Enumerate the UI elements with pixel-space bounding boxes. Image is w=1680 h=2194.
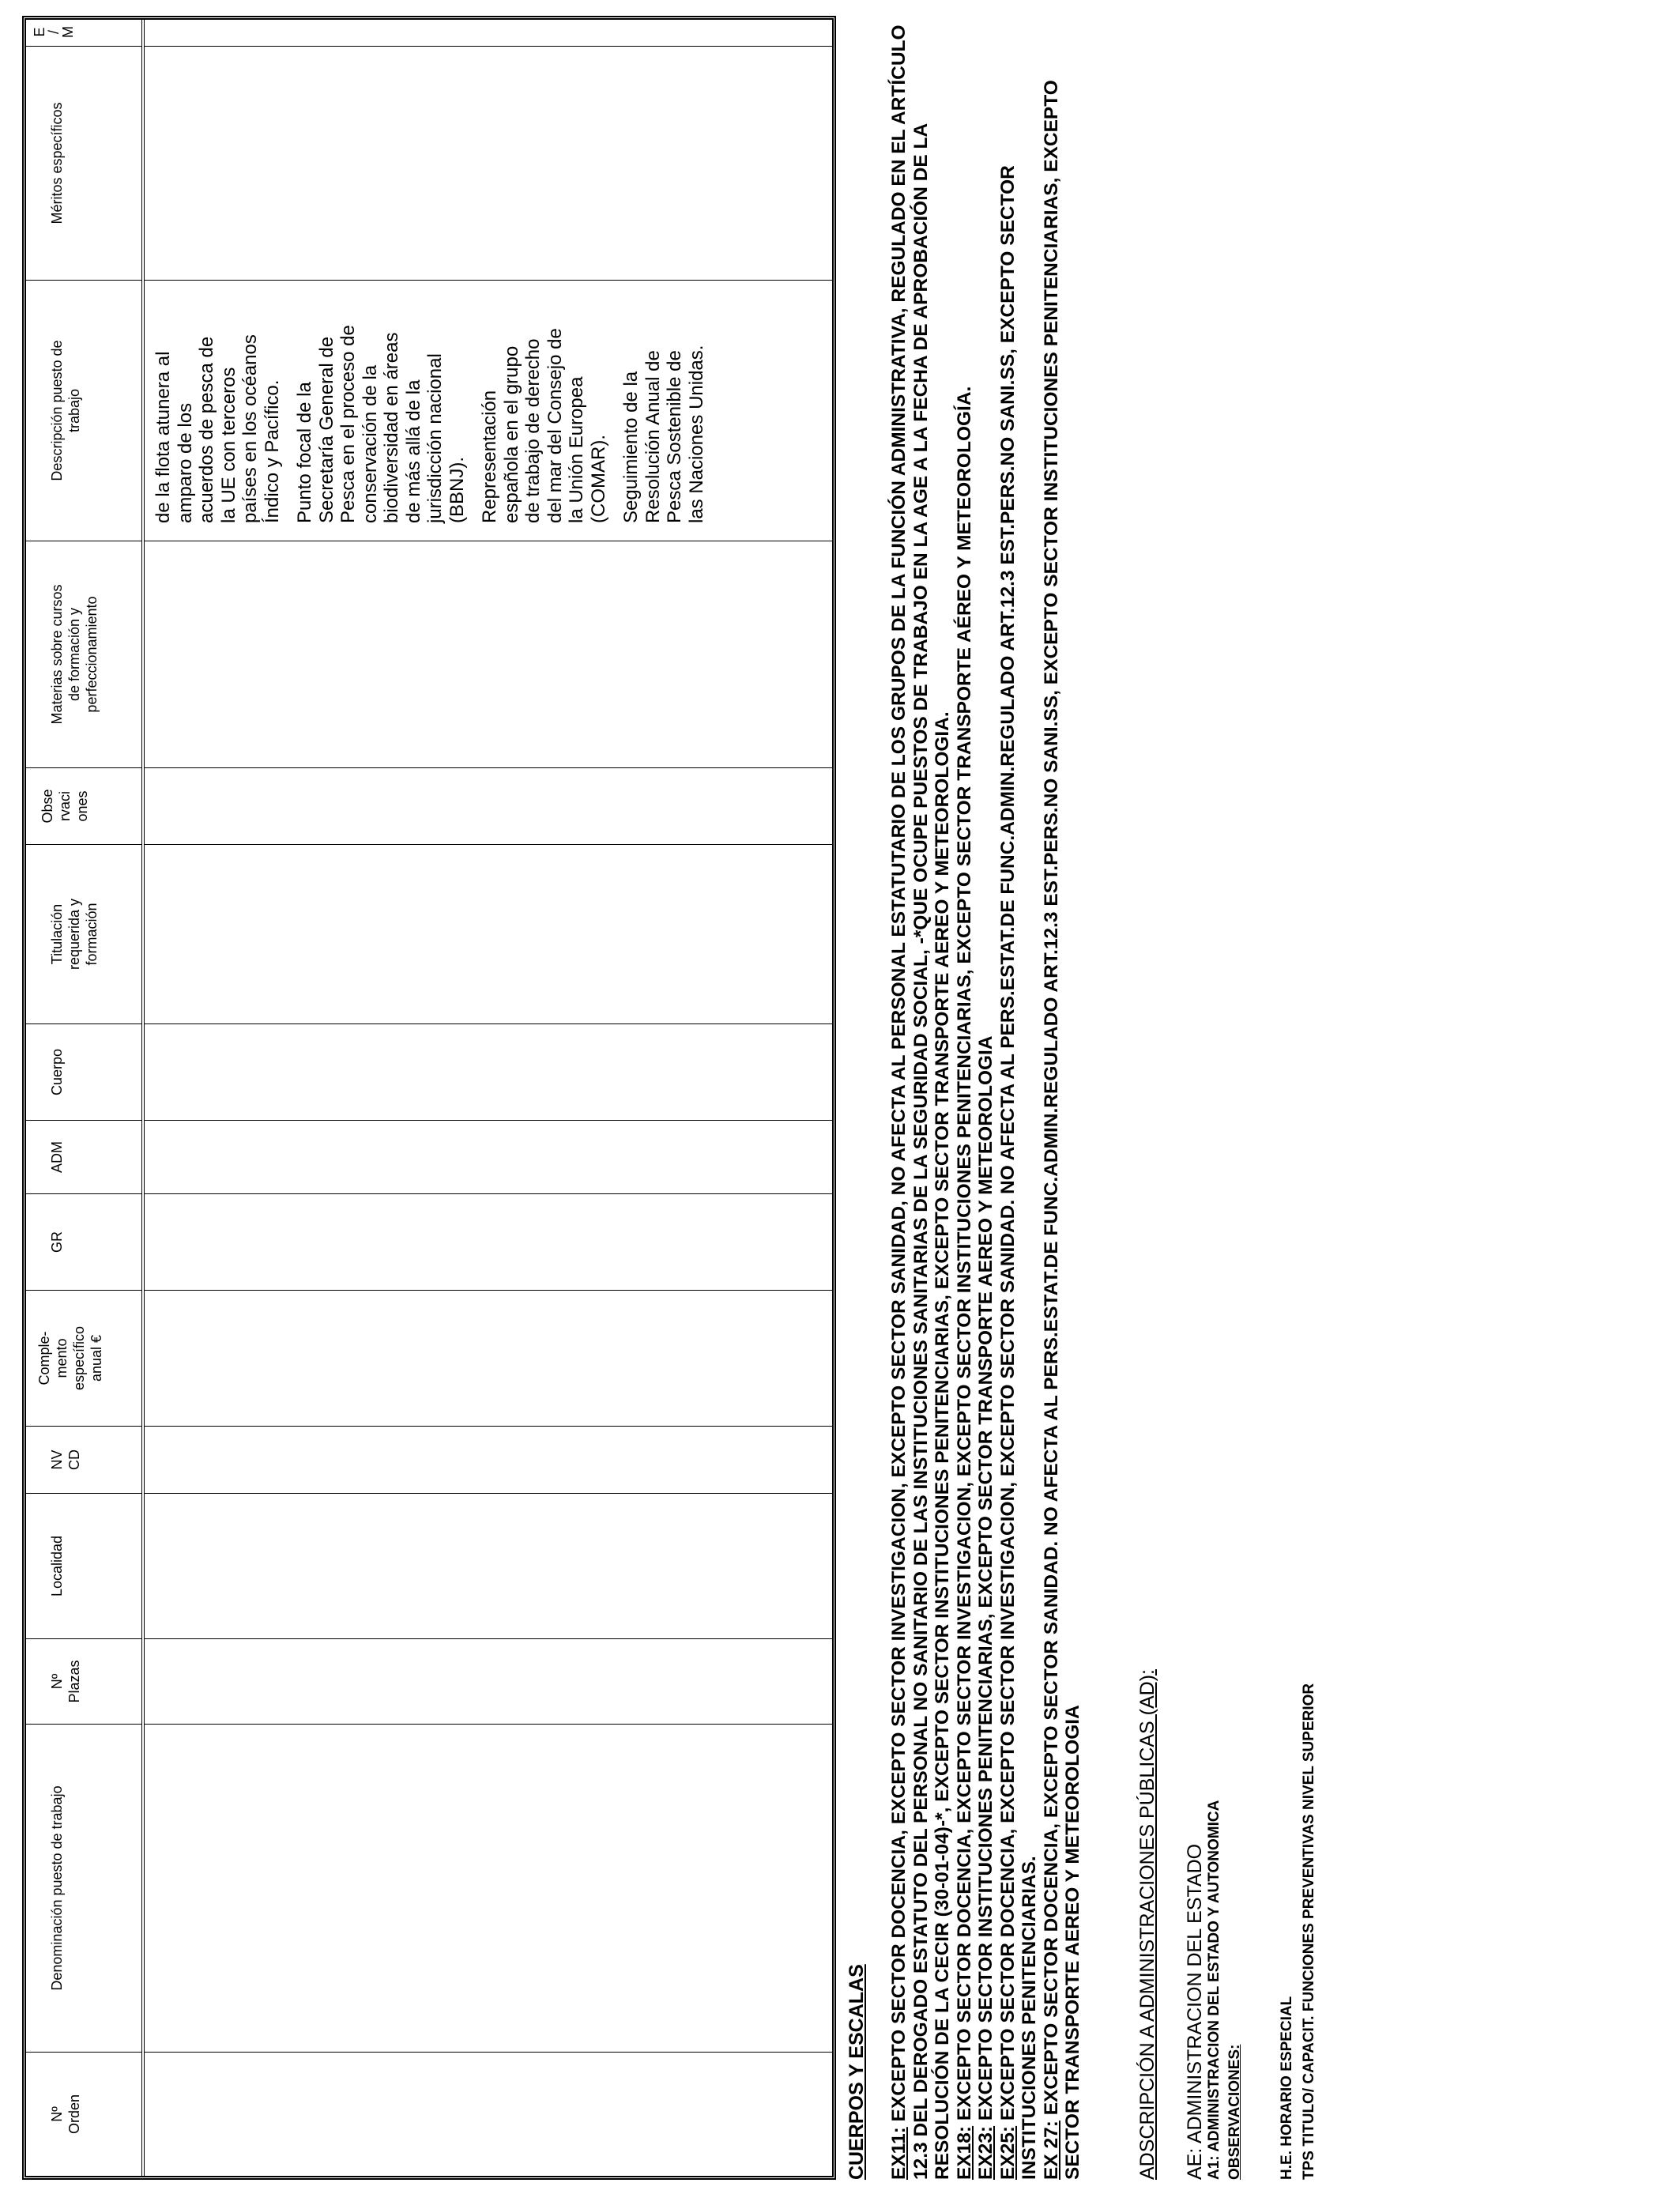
cuerpos-title: CUERPOS Y ESCALAS (846, 1964, 868, 2180)
cell-complemento (145, 1290, 832, 1426)
ex23-code: EX23: (975, 2125, 996, 2180)
tps-note: TPS TITULO/ CAPACIT. FUNCIONES PREVENTIVAS NIVEL SUPERIOR (1301, 1683, 1317, 2180)
header-materias: Materias sobre cursos de formación y perfeccionamiento (26, 541, 141, 767)
cell-gr (145, 1193, 832, 1290)
ex18-code: EX18: (953, 2125, 975, 2180)
ex25-text: EXCEPTO SECTOR DOCENCIA, EXCEPTO SECTOR INVESTIGACION, EXCEPTO SECTOR SANIDAD. NO AFECTA AL PERS.ESTAT.DE FUNC.ADMIN.REGULADO ART.12.3 EST.PERS.NO SANI.SS, EXCEPTO SECTOR INSTITUCIONES PENITENCIARIAS. (996, 165, 1040, 2180)
cell-descripcion (145, 280, 832, 541)
header-denominacion: Denominación puesto de trabajo (26, 1724, 141, 2052)
ex27-note (1041, 14, 1084, 2180)
ex18-text: EXCEPTO SECTOR DOCENCIA, EXCEPTO SECTOR INVESTIGACION, EXCEPTO SECTOR INSTITUCIONES PENITENCIARIAS, EXCEPTO SECTOR TRANSPORTE AÉREO Y METEOROLOGÍA. (953, 386, 975, 2126)
ex25-note (997, 14, 1041, 2180)
cell-em (145, 18, 832, 46)
header-em: E / M (32, 26, 76, 38)
cell-cuerpo (145, 1023, 832, 1120)
header-cuerpo: Cuerpo (26, 1023, 141, 1120)
table-header-row (26, 20, 145, 2176)
header-gr: GR (26, 1193, 141, 1290)
cell-denominacion (145, 1724, 832, 2052)
header-localidad: Localidad (26, 1493, 141, 1638)
ex11-note (888, 14, 954, 2180)
description-paragraph: Punto focal de la Secretaría General de Pesca en el proceso de conservación de la biodiversidad en áreas de más allá de la jurisdicción nacional (BBNJ). (294, 325, 468, 523)
description-paragraph: Seguimiento de la Resolución Anual de Pesca Sostenible de las Naciones Unidas. (620, 345, 707, 523)
ae-code: AE (1184, 2153, 1206, 2180)
rpt-table (22, 16, 836, 2180)
cell-meritos (145, 46, 832, 280)
ex18-note (954, 14, 976, 2180)
cell-observaciones (145, 767, 832, 844)
header-complemento: Comple- mento específico anual € (26, 1290, 141, 1426)
header-orden: Nº Orden (26, 2052, 141, 2176)
cell-plazas (145, 1638, 832, 1724)
ae-text: : ADMINISTRACION DEL ESTADO (1184, 1843, 1206, 2154)
header-nv-cd: NV CD (26, 1426, 141, 1493)
table-row (145, 20, 832, 2176)
cell-adm (145, 1120, 832, 1193)
he-note: H.E. HORARIO ESPECIAL (1279, 1996, 1295, 2180)
ex25-code: EX25: (996, 2125, 1019, 2180)
header-observaciones: Obse rvaci ones (26, 767, 141, 844)
cell-localidad (145, 1493, 832, 1638)
cell-titulacion (145, 844, 832, 1023)
exceptions-block (888, 14, 1084, 2180)
ae-note (1184, 1844, 1207, 2180)
header-plazas: Nº Plazas (26, 1638, 141, 1724)
adscripcion-title: ADSCRIPCIÓN A ADMINISTRACIONES PÚBLICAS (AD): (1136, 1669, 1158, 2180)
ex23-note (975, 14, 997, 2180)
ex11-text: EXCEPTO SECTOR DOCENCIA, EXCEPTO SECTOR INVESTIGACION, EXCEPTO SECTOR SANIDAD, NO AFECTA AL PERSONAL ESTATUTARIO DE LOS GRUPOS DE LA FUNCIÓN ADMINISTRATIVA, REGULADO EN EL ARTÍCULO 12.3 DEL DEROGADO ESTATUTO DEL PERSONAL NO SANITARIO DE LAS INSTITUCIONES SANITARIAS DE LA SEGURIDAD SOCIAL, -*QUE OCUPE PUESTOS DE TRABAJO EN LA AGE A LA FECHA DE APROBACIÓN DE LA RESOLUCIÓN DE LA CECIR (30-01-04)-*, EXCEPTO SECTOR INSTITUCIONES PENITENCIARIAS, EXCEPTO SECTOR TRANSPORTE AEREO Y METEOROLOGIA. (888, 25, 953, 2180)
ex27-code: EX 27: (1040, 2120, 1062, 2180)
ex11-code: EX11: (888, 2127, 910, 2180)
description-paragraph: Representación española en el grupo de trabajo de derecho del mar del Consejo de la Unión Europea (COMAR). (479, 328, 609, 523)
description-text (153, 286, 718, 523)
header-meritos: Méritos específicos (26, 46, 141, 280)
header-adm: ADM (26, 1120, 141, 1193)
observaciones-title: OBSERVACIONES: (1226, 2044, 1243, 2180)
description-paragraph: de la flota atunera al amparo de los acuerdos de pesca de la UE con terceros países en los océanos Índico y Pacífico. (153, 334, 283, 523)
a1-note: A1: ADMINISTRACION DEL ESTADO Y AUTONOMICA (1206, 1800, 1222, 2180)
ex23-text: EXCEPTO SECTOR INSTITUCIONES PENITENCIARIAS, EXCEPTO SECTOR TRANSPORTE AEREO Y METEOROLOGIA (975, 1035, 996, 2126)
cell-nv-cd (145, 1426, 832, 1493)
ex27-text: EXCEPTO SECTOR DOCENCIA, EXCEPTO SECTOR SANIDAD. NO AFECTA AL PERS.ESTAT.DE FUNC.ADMIN.REGULADO ART.12.3 EST.PERS.NO SANI.SS, EXCEPTO SECTOR INSTITUCIONES PENITENCIARIAS, EXCEPTO SECTOR TRANSPORTE AEREO Y METEOROLOGIA (1040, 80, 1083, 2180)
header-descripcion: Descripción puesto de trabajo (26, 280, 141, 541)
cell-orden (145, 2052, 832, 2176)
cell-materias (145, 541, 832, 767)
header-titulacion: Titulación requerida y formación (26, 844, 141, 1023)
